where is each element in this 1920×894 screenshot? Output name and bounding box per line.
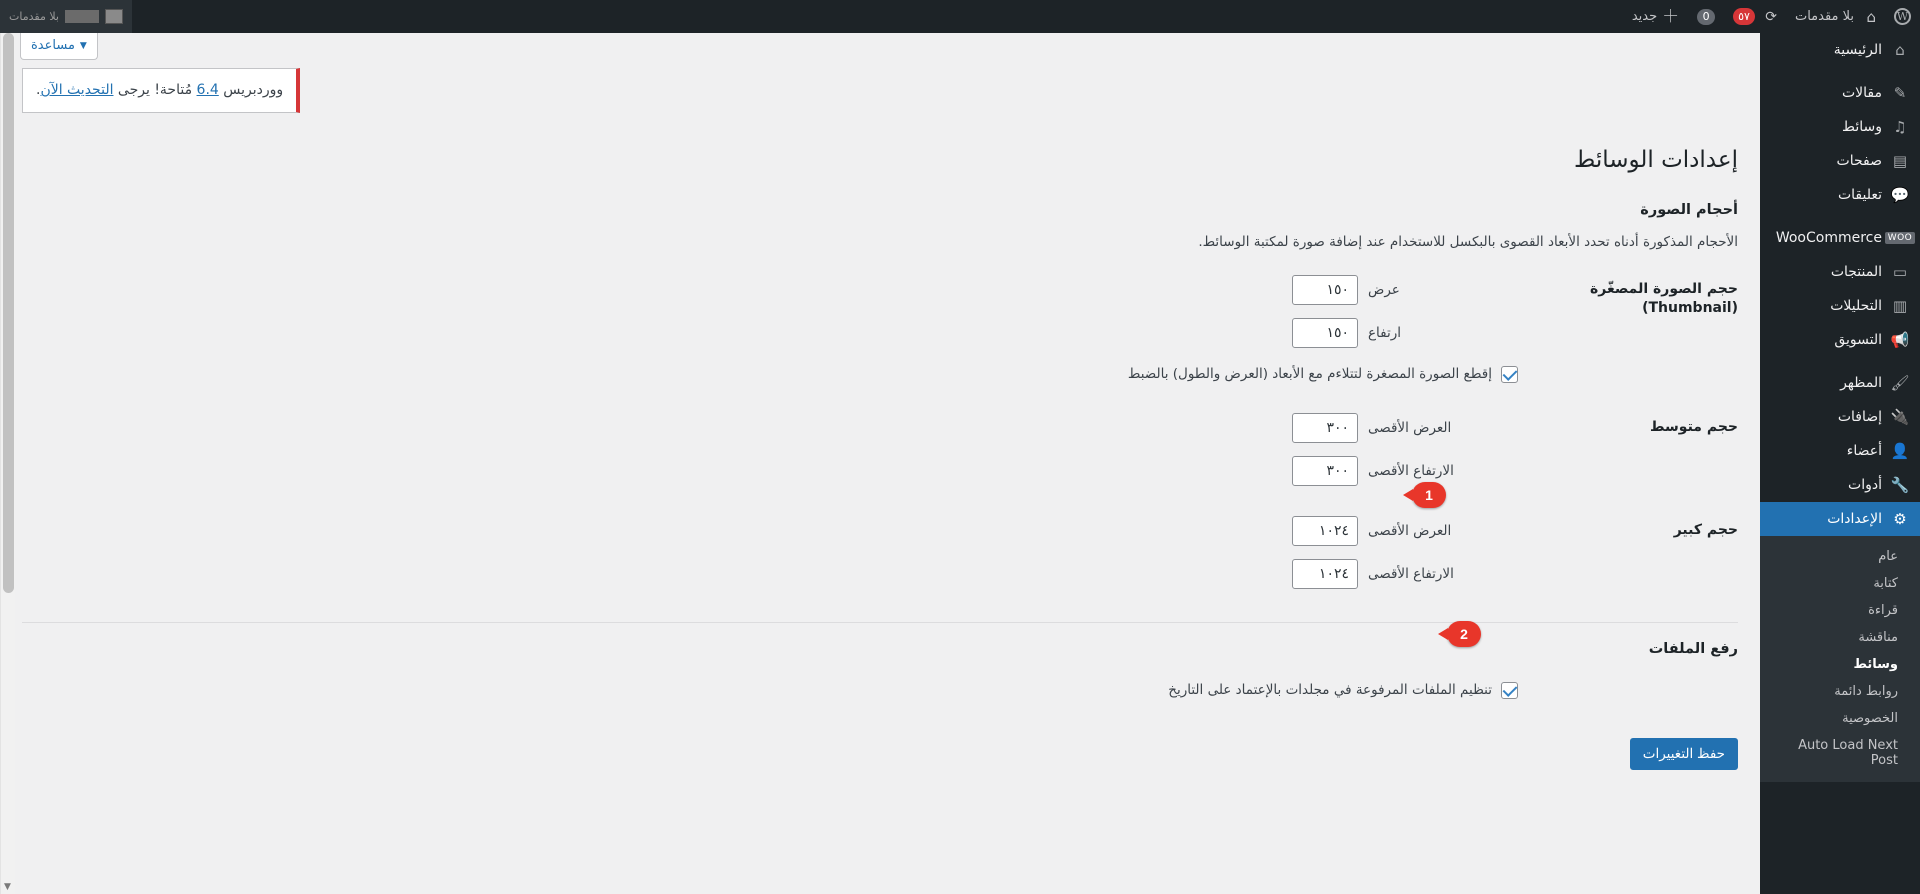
settings-icon: ⚙: [1893, 510, 1907, 528]
sidebar-item-label-appearance: المظهر: [1840, 375, 1882, 391]
content-area: [0, 33, 1760, 894]
uploads-table: [22, 667, 1738, 714]
submenu-item-privacy[interactable]: الخصوصية: [1842, 711, 1898, 726]
woo-icon: WOO: [1890, 228, 1910, 248]
row-label-large: حجم كبير: [1673, 521, 1738, 538]
sidebar-item-tools[interactable]: [1760, 468, 1920, 502]
media-icon: ♫: [1893, 118, 1907, 136]
field-thumbnail-crop-row: [32, 366, 1518, 383]
pin-icon: ✎: [1893, 84, 1907, 102]
wpbody: [0, 33, 1760, 790]
sidebar-item-label-dashboard: الرئيسية: [1833, 42, 1882, 58]
sidebar-item-dashboard[interactable]: [1760, 33, 1920, 67]
submenu-item-media[interactable]: وسائط: [1853, 657, 1898, 672]
annotation-marker-2: 2: [1447, 621, 1481, 647]
page-title: إعدادات الوسائط: [1574, 147, 1738, 173]
sidebar-item-label-analytics: التحليلات: [1830, 298, 1882, 314]
row-fields-large: [22, 501, 1528, 604]
thumbnail-width-input[interactable]: [1292, 275, 1358, 305]
submenu-item-reading[interactable]: قراءة: [1868, 603, 1898, 618]
sidebar-item-label-plugins: إضافات: [1837, 409, 1882, 425]
medium-max-width-input[interactable]: [1292, 413, 1358, 443]
field-large-width-row: [32, 516, 1518, 546]
media-settings-table: [22, 260, 1738, 604]
scrollbar-thumb[interactable]: [3, 33, 14, 593]
help-tab-wrap: [20, 33, 98, 60]
help-tab-label: مساعدة: [31, 38, 75, 53]
sidebar-item-appearance[interactable]: [1760, 366, 1920, 400]
sidebar-item-comments[interactable]: [1760, 178, 1920, 212]
update-notice-text-after: .: [36, 82, 41, 98]
row-fields-uploads: [22, 667, 1528, 714]
megaphone-icon: 📢: [1890, 331, 1910, 349]
field-large-height-row: [32, 559, 1518, 589]
admin-bar-left-group: [0, 0, 132, 33]
refresh-icon: ⟳: [1765, 8, 1777, 25]
sidebar-item-marketing[interactable]: [1760, 323, 1920, 357]
submenu-item-discussion[interactable]: مناقشة: [1858, 630, 1898, 645]
label-thumbnail-width: عرض: [1368, 281, 1400, 298]
table-row-thumbnail: [22, 260, 1738, 398]
site-name-menu[interactable]: [1786, 0, 1885, 33]
scroll-down-arrow[interactable]: ▼: [4, 882, 11, 892]
update-notice-text-middle: مُتاحة! يرجى: [117, 82, 193, 98]
screenshot-thumb-icon-2: [65, 10, 99, 23]
sidebar-item-pages[interactable]: [1760, 144, 1920, 178]
sidebar-item-label-products: المنتجات: [1830, 264, 1882, 280]
update-now-link[interactable]: التحديث الآن: [40, 82, 114, 98]
menu-separator-1: [1760, 67, 1920, 76]
field-medium-height-row: [32, 456, 1518, 486]
sidebar-item-label-users: أعضاء: [1846, 443, 1882, 459]
page-icon: ▤: [1892, 152, 1908, 170]
submit-wrap: [22, 738, 1738, 790]
sidebar-item-woocommerce[interactable]: [1760, 221, 1920, 255]
wp-logo-menu[interactable]: [1885, 0, 1920, 33]
table-row-uploads: [22, 667, 1738, 714]
label-large-max-width: العرض الأقصى: [1368, 522, 1452, 539]
field-thumbnail-width-row: [32, 275, 1518, 305]
label-large-max-height: الارتفاع الأقصى: [1368, 565, 1454, 582]
screenshot-thumb-icon: [105, 9, 123, 24]
section-title-uploading-files: رفع الملفات: [1648, 640, 1738, 657]
thumbnail-crop-label[interactable]: [1128, 366, 1518, 383]
sidebar-item-label-posts: مقالات: [1841, 85, 1882, 101]
update-notice-text-before: ووردبريس: [223, 82, 284, 98]
plug-icon: 🔌: [1890, 408, 1910, 426]
home-icon: ⌂: [1866, 7, 1876, 26]
menu-separator-2: [1760, 212, 1920, 221]
chevron-down-icon: ▼: [79, 40, 87, 51]
table-row-large: [22, 501, 1738, 604]
medium-max-height-input[interactable]: [1292, 456, 1358, 486]
sidebar-item-media[interactable]: [1760, 110, 1920, 144]
thumbnail-height-input[interactable]: [1292, 318, 1358, 348]
submenu-item-auto-load-next-post[interactable]: Auto Load Next Post: [1798, 738, 1898, 768]
comment-icon: 💬: [1890, 186, 1910, 204]
menu-separator-3: [1760, 357, 1920, 366]
label-medium-max-height: الارتفاع الأقصى: [1368, 462, 1454, 479]
update-notice: [22, 68, 300, 113]
dashboard-icon: ⌂: [1895, 41, 1905, 59]
thumbnail-crop-text: إقطع الصورة المصغرة لتتلاءم مع الأبعاد (العرض والطول) بالضبط: [1127, 366, 1492, 383]
section-divider: [22, 622, 1738, 623]
sidebar-item-label-settings: الإعدادات: [1827, 511, 1882, 527]
sidebar-item-settings[interactable]: [1760, 502, 1920, 536]
image-sizes-description: الأحجام المذكورة أدناه تحدد الأبعاد القصوى بالبكسل للاستخدام عند إضافة صورة لمكتبة الوسائط.: [1198, 233, 1738, 250]
sidebar-item-label-pages: صفحات: [1836, 153, 1882, 169]
new-content-label: جديد: [1631, 9, 1658, 24]
sidebar-item-label-woocommerce: WooCommerce: [1775, 230, 1882, 246]
organize-uploads-checkbox[interactable]: [1501, 682, 1518, 699]
row-label-uploads: [1528, 667, 1738, 714]
sidebar-item-label-comments: تعليقات: [1837, 187, 1882, 203]
sidebar-item-label-tools: أدوات: [1848, 477, 1882, 493]
submenu-item-general[interactable]: عام: [1878, 549, 1898, 564]
section-title-image-sizes: أحجام الصورة: [1640, 201, 1738, 218]
submenu-item-writing[interactable]: كتابة: [1873, 576, 1898, 591]
admin-bar-right-group: [1623, 0, 1920, 33]
updates-count: ٥٧: [1733, 8, 1755, 25]
sidebar-item-analytics[interactable]: [1760, 289, 1920, 323]
wordpress-icon: W: [1894, 8, 1911, 25]
organize-uploads-text: تنظيم الملفات المرفوعة في مجلدات بالإعتماد على التاريخ: [1168, 682, 1492, 699]
label-medium-max-width: العرض الأقصى: [1368, 419, 1452, 436]
sidebar-item-products[interactable]: [1760, 255, 1920, 289]
row-label-medium: حجم متوسط: [1650, 418, 1738, 435]
chart-icon: ▥: [1892, 297, 1908, 315]
row-fields-medium: [22, 398, 1528, 501]
update-version-link[interactable]: 6.4: [196, 82, 219, 98]
brush-icon: 🖌: [1890, 374, 1910, 392]
site-title-small: بلا مقدمات: [9, 10, 59, 23]
sidebar-item-label-media: وسائط: [1842, 119, 1882, 135]
save-changes-button[interactable]: حفظ التغييرات: [1630, 738, 1738, 770]
organize-uploads-label[interactable]: [32, 682, 1518, 699]
row-label-thumbnail: حجم الصورة المصغّرة (Thumbnail): [1590, 280, 1738, 316]
submenu-item-permalinks[interactable]: روابط دائمة: [1834, 684, 1898, 699]
help-tab-button[interactable]: [20, 33, 98, 60]
users-icon: 👤: [1890, 442, 1910, 460]
table-row-medium: [22, 398, 1738, 501]
sidebar-item-label-marketing: التسويق: [1834, 332, 1882, 348]
admin-bar: [0, 0, 1920, 33]
browser-tab-thumb[interactable]: [0, 0, 132, 33]
sidebar-item-users[interactable]: [1760, 434, 1920, 468]
thumbnail-crop-checkbox[interactable]: [1501, 366, 1518, 383]
site-name-label: بلا مقدمات: [1794, 9, 1854, 24]
admin-sidebar-menu: [1760, 33, 1920, 894]
updates-menu[interactable]: [1724, 0, 1786, 33]
field-medium-width-row: [32, 413, 1518, 443]
large-max-height-input[interactable]: [1292, 559, 1358, 589]
comments-menu[interactable]: [1688, 0, 1724, 33]
sidebar-item-plugins[interactable]: [1760, 400, 1920, 434]
tools-icon: 🔧: [1890, 476, 1910, 494]
sidebar-item-posts[interactable]: [1760, 76, 1920, 110]
comment-icon: 0: [1697, 9, 1715, 25]
page-scrollbar[interactable]: [0, 33, 15, 894]
field-thumbnail-height-row: [32, 318, 1518, 348]
plus-icon: ＋: [1662, 6, 1680, 27]
row-fields-thumbnail: [22, 260, 1528, 398]
label-thumbnail-height: ارتفاع: [1368, 324, 1402, 341]
settings-submenu: [1760, 536, 1920, 782]
annotation-marker-1: 1: [1412, 482, 1446, 508]
products-icon: ▭: [1892, 263, 1908, 281]
new-content-menu[interactable]: [1623, 0, 1688, 33]
large-max-width-input[interactable]: [1292, 516, 1358, 546]
